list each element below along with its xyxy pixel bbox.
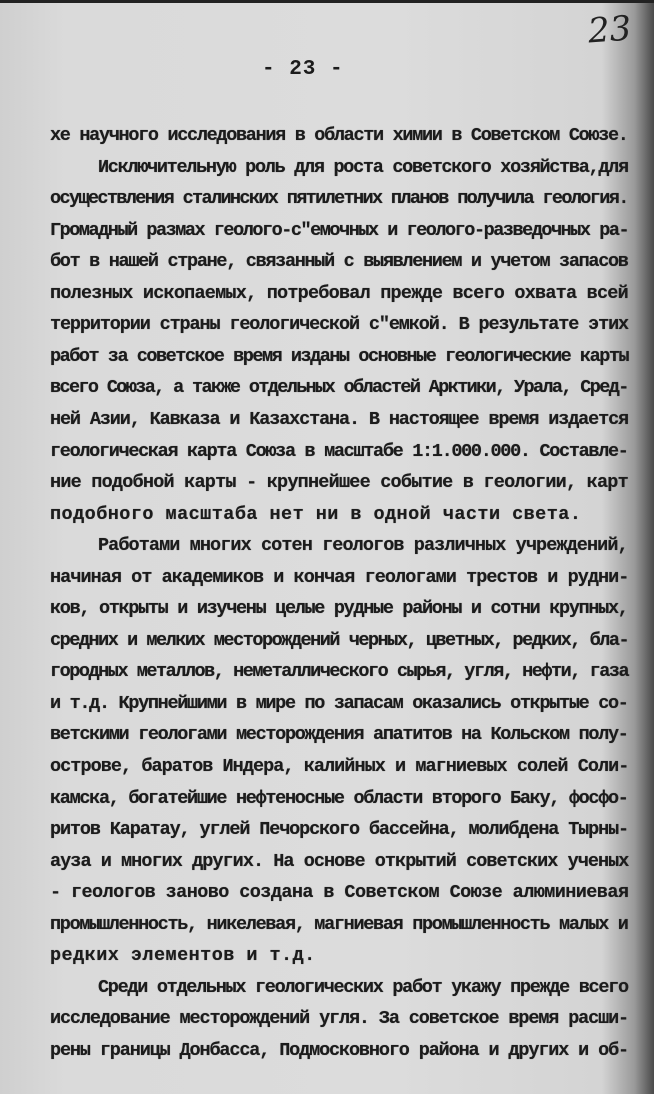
text-line: промышленность, никелевая, магниевая промышленность малых и (50, 913, 628, 935)
text-line: геологическая карта Союза в масштабе 1:1.000.000. Составле- (50, 440, 628, 462)
text-line: и т.д. Крупнейшими в мире по запасам оказались открытые со- (50, 692, 628, 714)
text-line: острове, баратов Индера, калийных и магниевых солей Соли- (50, 756, 629, 777)
handwritten-folio-number: 23 (586, 8, 633, 52)
text-line: осуществления сталинских пятилетних планов получила геология. (50, 188, 628, 210)
text-line: городных металлов, неметаллического сырья, угля, нефти, газа (50, 661, 629, 683)
page-number: - 23 - (262, 58, 344, 81)
paragraph-first-line: Исключительную роль для роста советского хозяйства,для (98, 156, 628, 178)
text-line: камска, богатейшие нефтеносные области второго Баку, фосфо- (50, 787, 628, 809)
text-line: Громадный размах геолого-с"емочных и геолого-разведочных ра- (50, 219, 629, 241)
text-line: полезных ископаемых, потребовал прежде всего охвата всей (50, 282, 628, 304)
paragraph-first-line: Среди отдельных геологических работ укажу прежде всего (98, 976, 628, 998)
text-line: ней Азии, Кавказа и Казахстана. В настоящее время издается (50, 408, 629, 430)
text-line: работ за советское время изданы основные геологические карты (50, 345, 629, 367)
text-line: территории страны геологической с"емкой. В результате этих (50, 314, 629, 336)
text-line: ритов Каратау, углей Печорского бассейна, молибдена Тырны- (50, 819, 629, 841)
text-line: средних и мелких месторождений черных, цветных, редких, бла- (50, 629, 629, 651)
text-line: - геологов заново создана в Советском Союзе алюминиевая (50, 882, 629, 904)
text-line: ков, открыты и изучены целые рудные районы и сотни крупных, (50, 598, 628, 620)
text-line: ветскими геологами месторождения апатитов на Кольском полу- (50, 724, 628, 746)
text-line: хе научного исследования в области химии в Советском Союзе. (50, 125, 628, 146)
text-line: ние подобной карты - крупнейшее событие в геологии, карт (50, 472, 628, 494)
text-line: ауза и многих других. На основе открытий советских ученых (50, 850, 629, 872)
text-line: подобного масштаба нет ни в одной части света. (50, 503, 582, 525)
text-line: начиная от академиков и кончая геологами трестов и рудни- (50, 566, 629, 588)
text-line: рены границы Донбасса, Подмосковного района и других и об- (50, 1039, 629, 1061)
text-line: всего Союза, а также отдельных областей Арктики, Урала, Сред- (50, 377, 628, 399)
scan-top-edge (0, 0, 654, 3)
paragraph-first-line: Работами многих сотен геологов различных учреждений, (98, 535, 628, 557)
text-line: редких элементов и т.д. (50, 945, 316, 967)
text-line: исследование месторождений угля. За советское время расши- (50, 1008, 629, 1030)
text-line: бот в нашей стране, связанный с выявлением и учетом запасов (50, 251, 628, 273)
